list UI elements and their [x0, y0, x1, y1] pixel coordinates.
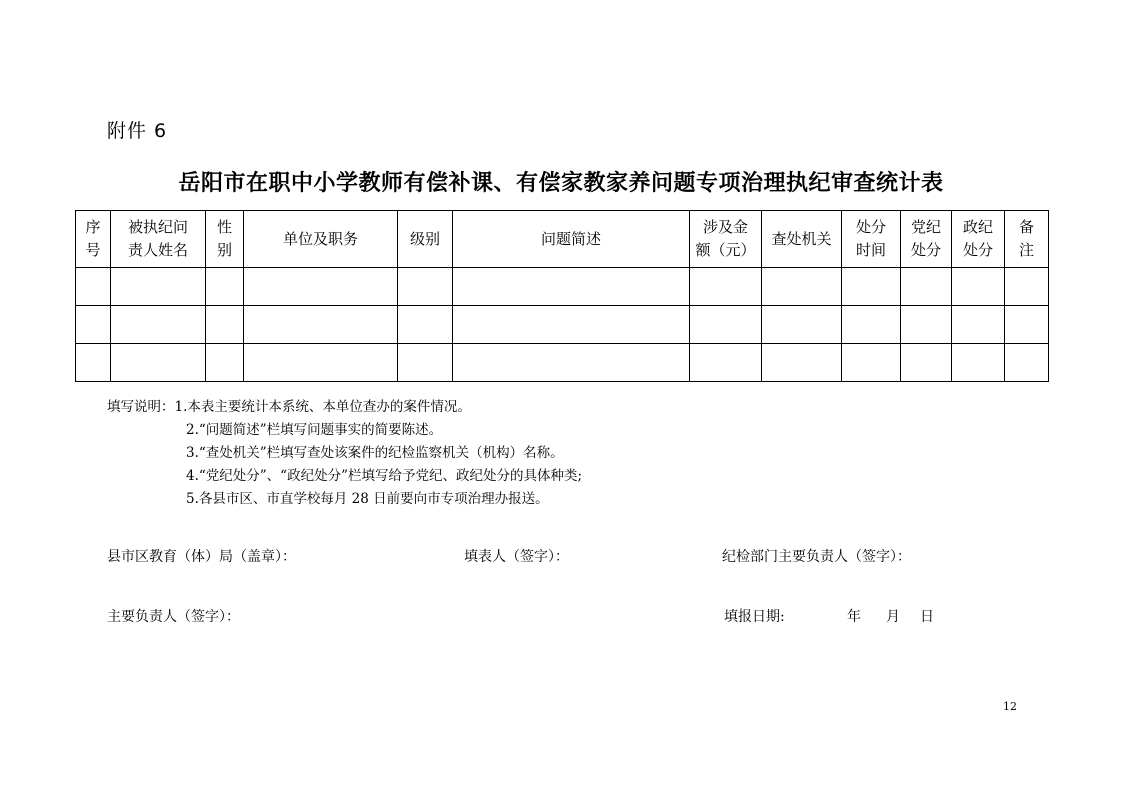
- table-cell[interactable]: [111, 306, 206, 344]
- column-header: [244, 211, 398, 268]
- column-header-text: 备: [1018, 218, 1034, 236]
- column-header-text: 时间: [855, 241, 886, 259]
- statistics-table: [75, 210, 1049, 382]
- table-header-row: [76, 211, 1049, 268]
- table-cell[interactable]: [453, 268, 690, 306]
- column-header: [901, 211, 952, 268]
- column-header: [1005, 211, 1049, 268]
- table-row: [76, 344, 1049, 382]
- table-cell[interactable]: [76, 306, 111, 344]
- column-header-text: 单位及职务: [282, 229, 358, 248]
- page-title: 岳阳市在职中小学教师有偿补课、有偿家教家养问题专项治理执纪审查统计表: [178, 171, 944, 196]
- note-line: 2.“问题简述”栏填写问题事实的简要陈述。: [186, 422, 443, 438]
- table-cell[interactable]: [842, 268, 901, 306]
- table-cell[interactable]: [398, 344, 453, 382]
- table-cell[interactable]: [842, 344, 901, 382]
- table-cell[interactable]: [398, 268, 453, 306]
- column-header-text: 被执纪问: [127, 218, 188, 236]
- column-header: [952, 211, 1005, 268]
- table-body: [76, 268, 1049, 382]
- column-header: [453, 211, 690, 268]
- table-cell[interactable]: [842, 306, 901, 344]
- table-cell[interactable]: [1005, 306, 1049, 344]
- date-year: 年: [847, 609, 861, 625]
- column-header-text: 序: [85, 218, 101, 236]
- table-cell[interactable]: [762, 306, 842, 344]
- column-header-text: 责人姓名: [127, 241, 188, 259]
- table-cell[interactable]: [111, 268, 206, 306]
- column-header-text: 注: [1018, 241, 1034, 259]
- table-cell[interactable]: [206, 344, 244, 382]
- page-number: 12: [1003, 700, 1017, 713]
- column-header-text: 党纪: [910, 218, 941, 236]
- table-cell[interactable]: [952, 306, 1005, 344]
- column-header: [690, 211, 762, 268]
- column-header: [762, 211, 842, 268]
- note-item: 1.本表主要统计本系统、本单位查办的案件情况。: [174, 399, 471, 415]
- column-header-text: 别: [216, 241, 232, 259]
- column-header: [842, 211, 901, 268]
- table-row: [76, 268, 1049, 306]
- fill-instructions: [107, 396, 582, 511]
- discipline-head-signature-label: 纪检部门主要负责人（签字）：: [722, 549, 911, 565]
- table-cell[interactable]: [952, 344, 1005, 382]
- attachment-label: 附件 6: [107, 120, 168, 142]
- table-cell[interactable]: [901, 306, 952, 344]
- date-month: 月: [886, 609, 900, 625]
- column-header: [398, 211, 453, 268]
- table-cell[interactable]: [952, 268, 1005, 306]
- note-line: 5.各县市区、市直学校每月 28 日前要向市专项治理办报送。: [186, 491, 549, 507]
- report-date-label: 填报日期:: [724, 609, 785, 625]
- column-header: [76, 211, 111, 268]
- date-day: 日: [920, 609, 934, 625]
- table-cell[interactable]: [762, 268, 842, 306]
- table-cell[interactable]: [206, 268, 244, 306]
- table-cell[interactable]: [1005, 344, 1049, 382]
- table-cell[interactable]: [690, 344, 762, 382]
- column-header-text: 涉及金: [702, 218, 748, 236]
- column-header-text: 政纪: [962, 218, 993, 236]
- column-header-text: 处分: [855, 218, 886, 236]
- filler-signature-label: 填表人（签字）：: [464, 549, 569, 565]
- main-head-signature-label: 主要负责人（签字）：: [107, 609, 240, 625]
- column-header-text: 查处机关: [771, 229, 832, 248]
- column-header-text: 处分: [962, 241, 993, 259]
- bureau-seal-label: 县市区教育（体）局（盖章）：: [107, 549, 296, 565]
- table-cell[interactable]: [901, 344, 952, 382]
- column-header-text: 性: [216, 218, 232, 236]
- table-cell[interactable]: [901, 268, 952, 306]
- table-cell[interactable]: [76, 344, 111, 382]
- table-cell[interactable]: [244, 306, 398, 344]
- table-cell[interactable]: [244, 268, 398, 306]
- table-cell[interactable]: [690, 268, 762, 306]
- table-row: [76, 306, 1049, 344]
- column-header-text: 处分: [910, 241, 941, 259]
- table-cell[interactable]: [244, 344, 398, 382]
- table-cell[interactable]: [1005, 268, 1049, 306]
- column-header-text: 号: [85, 241, 101, 259]
- note-line: 4.“党纪处分”、“政纪处分”栏填写给予党纪、政纪处分的具体种类;: [186, 468, 583, 484]
- table-cell[interactable]: [453, 344, 690, 382]
- notes-label: 填写说明：: [107, 399, 175, 415]
- column-header: [206, 211, 244, 268]
- note-line: 3.“查处机关”栏填写查处该案件的纪检监察机关（机构）名称。: [186, 445, 564, 461]
- column-header: [111, 211, 206, 268]
- table-cell[interactable]: [398, 306, 453, 344]
- table-cell[interactable]: [76, 268, 111, 306]
- column-header-text: 问题简述: [540, 229, 601, 248]
- table-cell[interactable]: [453, 306, 690, 344]
- note-line: [107, 396, 582, 419]
- column-header-text: 额（元）: [695, 241, 756, 259]
- table-cell[interactable]: [111, 344, 206, 382]
- table-cell[interactable]: [206, 306, 244, 344]
- table-cell[interactable]: [762, 344, 842, 382]
- table-cell[interactable]: [690, 306, 762, 344]
- column-header-text: 级别: [409, 229, 440, 248]
